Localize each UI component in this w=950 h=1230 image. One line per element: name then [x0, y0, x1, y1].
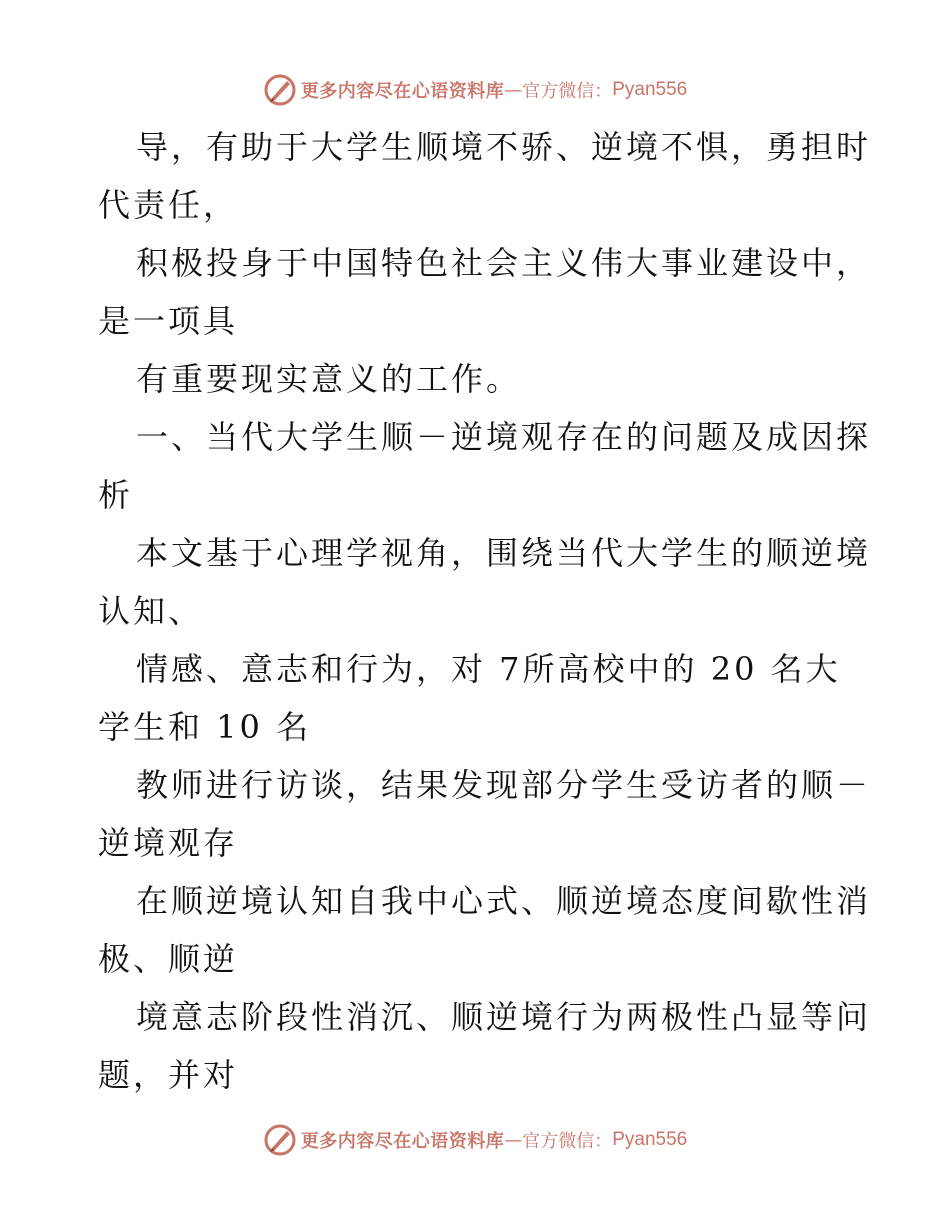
text-line: 有重要现实意义的工作。: [136, 360, 522, 398]
document-body: [98, 118, 872, 1104]
text-line: 在顺逆境认知自我中心式、顺逆境态度间歇性消: [136, 882, 872, 920]
text-line: 境意志阶段性消沉、顺逆境行为两极性凸显等问: [136, 998, 872, 1036]
header-watermark: [0, 70, 950, 110]
footer-wechat-id: Pyan556: [612, 1129, 688, 1150]
text-line: 题，并对: [98, 1056, 239, 1094]
text-line: 本文基于心理学视角，围绕当代大学生的顺逆境: [136, 534, 872, 572]
header-main-text: 更多内容尽在心语资料库: [300, 81, 505, 102]
text-line: 学生和 10 名: [98, 708, 312, 746]
text-line: 析: [98, 476, 134, 514]
text-line: 认知、: [98, 592, 204, 630]
text-line: 极、顺逆: [98, 940, 239, 978]
footer-main-text: 更多内容尽在心语资料库: [300, 1131, 505, 1152]
footer-separator: —: [504, 1129, 523, 1151]
text-line: 是一项具: [98, 302, 239, 340]
text-line: 教师进行访谈，结果发现部分学生受访者的顺－: [136, 766, 872, 804]
header-wechat-label: 官方微信：: [522, 81, 613, 102]
text-line: 逆境观存: [98, 824, 239, 862]
header-separator: —: [504, 79, 523, 101]
text-line: 情感、意志和行为，对 7所高校中的 20 名大: [136, 650, 841, 688]
text-line: 一、当代大学生顺－逆境观存在的问题及成因探: [136, 418, 872, 456]
quill-logo-icon: [263, 1123, 297, 1157]
quill-logo-icon: [263, 73, 297, 107]
header-wechat-id: Pyan556: [612, 79, 688, 100]
text-line: 积极投身于中国特色社会主义伟大事业建设中，: [136, 244, 872, 282]
footer-wechat-label: 官方微信：: [522, 1131, 613, 1152]
text-line: 代责任，: [98, 186, 239, 224]
text-line: 导，有助于大学生顺境不骄、逆境不惧，勇担时: [136, 128, 872, 166]
footer-watermark: [0, 1120, 950, 1160]
